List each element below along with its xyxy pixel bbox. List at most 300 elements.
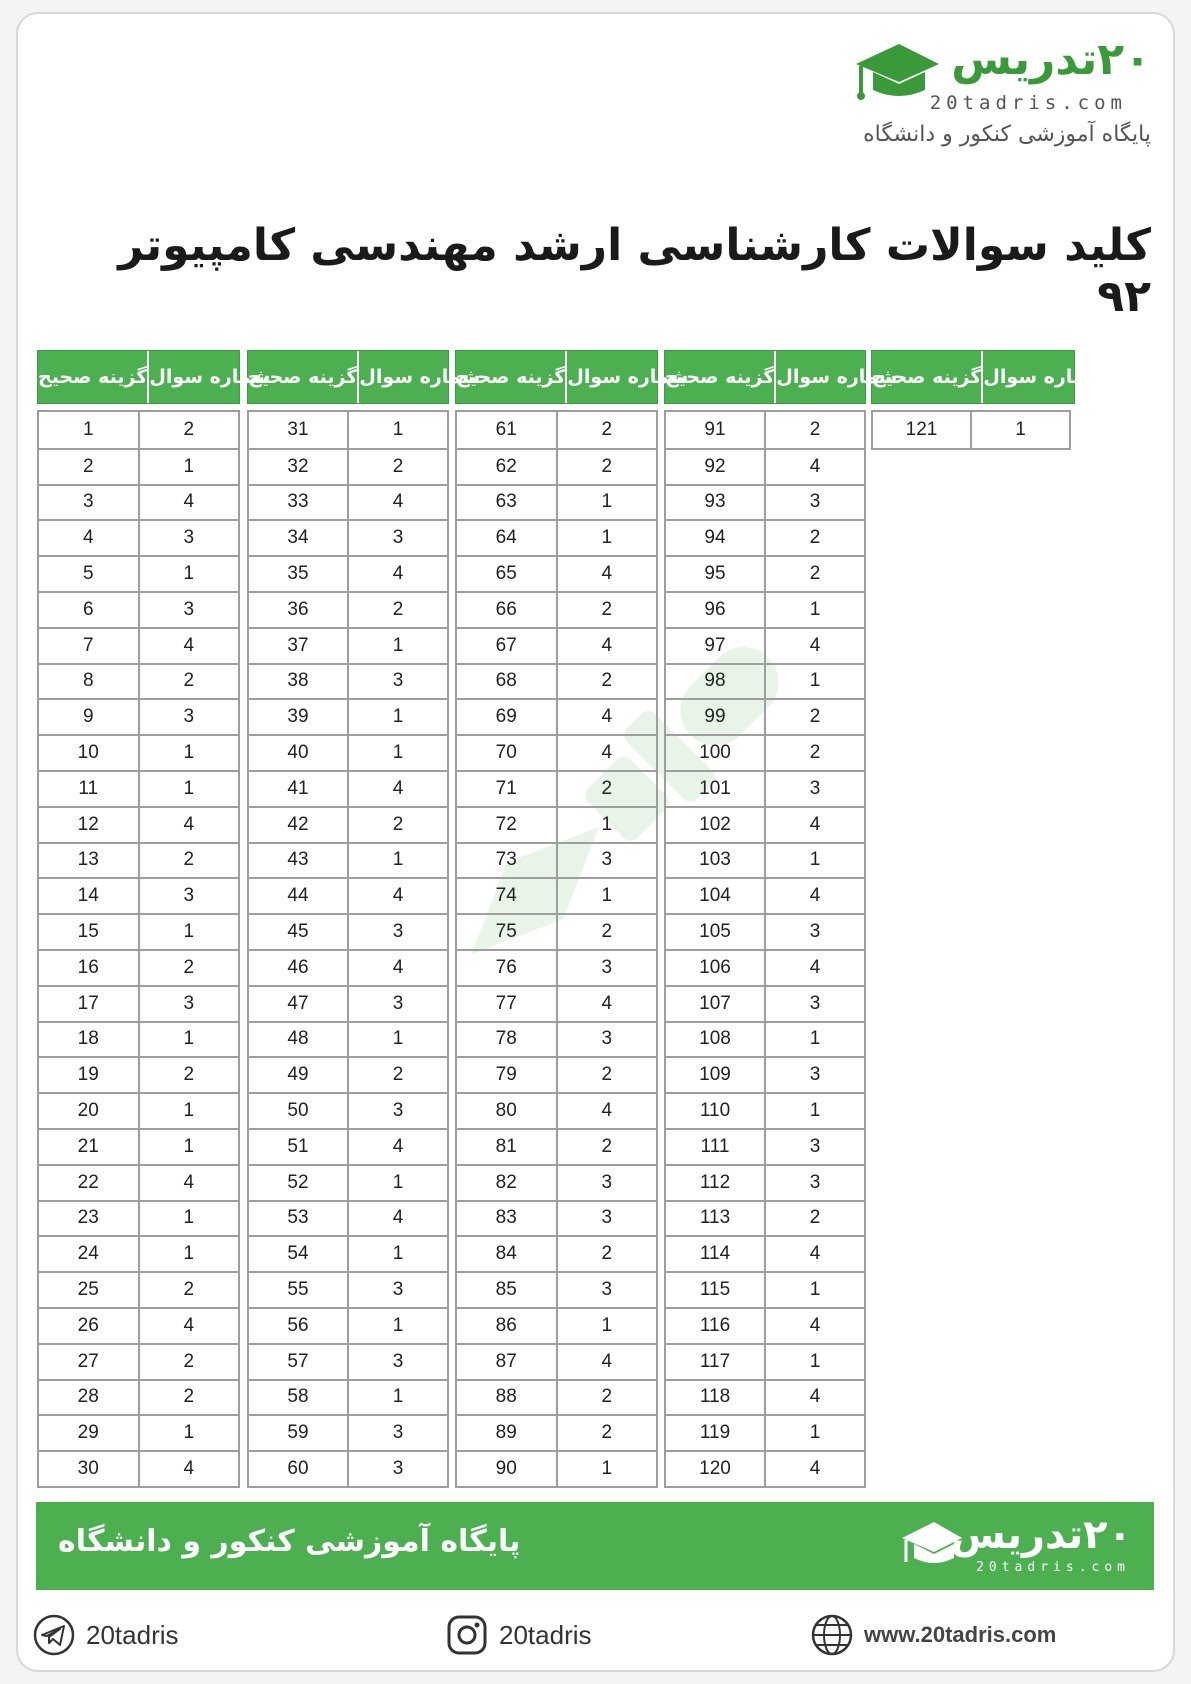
table-row — [457, 448, 656, 484]
correct-option: 3 — [392, 992, 404, 1014]
correct-option: 1 — [809, 1422, 821, 1444]
correct-option: 1 — [809, 1100, 821, 1122]
correct-option: 1 — [183, 777, 195, 799]
correct-option: 2 — [183, 1279, 195, 1301]
correct-option: 4 — [809, 634, 821, 656]
question-number: 102 — [666, 808, 766, 842]
correct-option: 2 — [392, 455, 404, 477]
correct-option: 2 — [183, 1064, 195, 1086]
table-row — [249, 1379, 447, 1415]
correct-option: 4 — [601, 742, 613, 764]
table-row — [666, 1200, 864, 1236]
question-number: 47 — [249, 987, 349, 1021]
question-number: 56 — [249, 1309, 349, 1343]
question-number: 97 — [666, 629, 766, 663]
table-row — [249, 985, 447, 1021]
correct-option: 1 — [183, 1207, 195, 1229]
table-row — [457, 949, 656, 985]
correct-option: 4 — [392, 563, 404, 585]
correct-option: 2 — [183, 1350, 195, 1372]
correct-option: 1 — [392, 849, 404, 871]
correct-option: 4 — [392, 491, 404, 513]
question-number: 68 — [457, 665, 558, 699]
table-row — [457, 985, 656, 1021]
footer-tagline: پایگاه آموزشی کنکور و دانشگاه — [58, 1524, 521, 1559]
question-number: 7 — [39, 629, 140, 663]
correct-option: 1 — [392, 742, 404, 764]
correct-option: 1 — [183, 921, 195, 943]
header-answer: گزینه صحیح — [665, 366, 775, 388]
telegram-link[interactable] — [32, 1610, 179, 1660]
table-row — [39, 555, 238, 591]
brand-tagline: پایگاه آموزشی کنکور و دانشگاه — [863, 122, 1151, 147]
table-row — [666, 1164, 864, 1200]
table-row — [39, 1414, 238, 1450]
question-number: 76 — [457, 951, 558, 985]
table-row — [39, 627, 238, 663]
website-url: www.20tadris.com — [864, 1622, 1057, 1647]
correct-option: 4 — [183, 1314, 195, 1336]
table-row — [249, 1056, 447, 1092]
website-link[interactable] — [810, 1610, 1056, 1660]
question-number: 100 — [666, 736, 766, 770]
header-answer: گزینه صحیح — [872, 366, 982, 388]
correct-option: 2 — [183, 1386, 195, 1408]
question-number: 95 — [666, 557, 766, 591]
correct-option: 4 — [809, 885, 821, 907]
question-number: 66 — [457, 593, 558, 627]
question-number: 118 — [666, 1381, 766, 1415]
question-number: 21 — [39, 1130, 140, 1164]
instagram-link[interactable] — [445, 1610, 592, 1660]
correct-option: 3 — [809, 1135, 821, 1157]
table-row — [39, 949, 238, 985]
question-number: 88 — [457, 1381, 558, 1415]
telegram-handle: 20tadris — [86, 1619, 179, 1650]
question-number: 104 — [666, 879, 766, 913]
correct-option: 1 — [601, 491, 613, 513]
question-number: 79 — [457, 1058, 558, 1092]
question-number: 40 — [249, 736, 349, 770]
question-number: 80 — [457, 1094, 558, 1128]
table-row — [457, 555, 656, 591]
question-number: 57 — [249, 1345, 349, 1379]
question-number: 48 — [249, 1023, 349, 1057]
table-row — [249, 1343, 447, 1379]
question-number: 106 — [666, 951, 766, 985]
question-number: 33 — [249, 486, 349, 520]
table-row — [39, 1450, 238, 1486]
correct-option: 1 — [183, 563, 195, 585]
question-number: 10 — [39, 736, 140, 770]
question-number: 75 — [457, 915, 558, 949]
correct-option: 3 — [809, 777, 821, 799]
table-row — [39, 412, 238, 448]
table-row — [457, 412, 656, 448]
telegram-icon — [32, 1613, 76, 1657]
table-row — [39, 1092, 238, 1128]
table-row — [39, 663, 238, 699]
question-number: 69 — [457, 700, 558, 734]
question-number: 13 — [39, 844, 140, 878]
question-number: 14 — [39, 879, 140, 913]
table-header — [664, 350, 898, 404]
question-number: 65 — [457, 557, 558, 591]
table-row — [249, 555, 447, 591]
question-number: 44 — [249, 879, 349, 913]
question-number: 121 — [873, 412, 972, 448]
correct-option: 3 — [183, 598, 195, 620]
correct-option: 4 — [392, 956, 404, 978]
question-number: 109 — [666, 1058, 766, 1092]
header-question: شماره سوال — [774, 351, 897, 403]
question-number: 62 — [457, 450, 558, 484]
question-number: 70 — [457, 736, 558, 770]
question-number: 37 — [249, 629, 349, 663]
correct-option: 3 — [809, 1171, 821, 1193]
footer-domain: 20tadris.com — [976, 1560, 1130, 1575]
table-row — [39, 1056, 238, 1092]
correct-option: 2 — [809, 563, 821, 585]
table-row — [457, 913, 656, 949]
question-number: 25 — [39, 1273, 140, 1307]
correct-option: 3 — [392, 527, 404, 549]
question-number: 32 — [249, 450, 349, 484]
table-row — [249, 1450, 447, 1486]
table-row — [666, 1379, 864, 1415]
table-row — [457, 627, 656, 663]
correct-option: 2 — [601, 1064, 613, 1086]
correct-option: 4 — [183, 634, 195, 656]
question-number: 11 — [39, 772, 140, 806]
question-number: 61 — [457, 412, 558, 448]
correct-option: 2 — [392, 813, 404, 835]
table-row — [249, 1271, 447, 1307]
table-row — [457, 698, 656, 734]
question-number: 29 — [39, 1416, 140, 1450]
question-number: 114 — [666, 1237, 766, 1271]
brand-wordmark: ۲۰تدریس — [951, 34, 1151, 85]
table-row — [457, 734, 656, 770]
table-row — [457, 1164, 656, 1200]
header-answer: گزینه صحیح — [456, 366, 566, 388]
question-number: 89 — [457, 1416, 558, 1450]
question-number: 99 — [666, 700, 766, 734]
correct-option: 1 — [809, 1279, 821, 1301]
table-row — [39, 1021, 238, 1057]
question-number: 58 — [249, 1381, 349, 1415]
correct-option: 4 — [392, 777, 404, 799]
correct-option: 4 — [601, 992, 613, 1014]
correct-option: 3 — [183, 706, 195, 728]
question-number: 67 — [457, 629, 558, 663]
question-number: 45 — [249, 915, 349, 949]
table-row — [39, 1271, 238, 1307]
table-row — [249, 591, 447, 627]
table-row — [666, 913, 864, 949]
table-row — [39, 877, 238, 913]
table-row — [666, 734, 864, 770]
table-row — [666, 1128, 864, 1164]
correct-option: 3 — [392, 670, 404, 692]
table-row — [457, 1414, 656, 1450]
table-row — [39, 698, 238, 734]
table-row — [666, 1343, 864, 1379]
question-number: 42 — [249, 808, 349, 842]
correct-option: 3 — [601, 1207, 613, 1229]
table-row — [666, 1092, 864, 1128]
table-header — [247, 350, 481, 404]
table-row — [666, 806, 864, 842]
question-number: 55 — [249, 1273, 349, 1307]
table-row — [666, 842, 864, 878]
table-row — [457, 484, 656, 520]
question-number: 59 — [249, 1416, 349, 1450]
question-number: 5 — [39, 557, 140, 591]
question-number: 8 — [39, 665, 140, 699]
correct-option: 1 — [809, 670, 821, 692]
table-row — [39, 1343, 238, 1379]
table-row — [39, 985, 238, 1021]
table-row — [457, 1450, 656, 1486]
correct-option: 4 — [809, 1386, 821, 1408]
globe-icon — [810, 1613, 854, 1657]
question-number: 6 — [39, 593, 140, 627]
question-number: 91 — [666, 412, 766, 448]
correct-option: 2 — [809, 418, 821, 440]
question-number: 81 — [457, 1130, 558, 1164]
question-number: 31 — [249, 412, 349, 448]
correct-option: 1 — [601, 1314, 613, 1336]
table-row — [249, 734, 447, 770]
correct-option: 3 — [809, 921, 821, 943]
correct-option: 1 — [809, 598, 821, 620]
question-number: 112 — [666, 1166, 766, 1200]
table-row — [457, 1307, 656, 1343]
correct-option: 1 — [392, 1171, 404, 1193]
table-row — [666, 484, 864, 520]
table-row — [249, 1414, 447, 1450]
correct-option: 2 — [183, 956, 195, 978]
question-number: 116 — [666, 1309, 766, 1343]
table-row — [457, 1235, 656, 1271]
correct-option: 4 — [809, 1314, 821, 1336]
table-row — [249, 448, 447, 484]
header-answer: گزینه صحیح — [248, 366, 358, 388]
table-row — [666, 663, 864, 699]
table-row — [666, 698, 864, 734]
correct-option: 1 — [183, 1028, 195, 1050]
question-number: 43 — [249, 844, 349, 878]
table-row — [39, 519, 238, 555]
table-row — [457, 806, 656, 842]
question-number: 52 — [249, 1166, 349, 1200]
correct-option: 1 — [183, 742, 195, 764]
correct-option: 1 — [809, 849, 821, 871]
correct-option: 2 — [601, 921, 613, 943]
correct-option: 1 — [392, 1314, 404, 1336]
correct-option: 1 — [183, 1422, 195, 1444]
table-row — [457, 1379, 656, 1415]
correct-option: 4 — [809, 1458, 821, 1479]
question-number: 22 — [39, 1166, 140, 1200]
correct-option: 4 — [183, 813, 195, 835]
table-row — [39, 484, 238, 520]
question-number: 16 — [39, 951, 140, 985]
correct-option: 2 — [601, 1386, 613, 1408]
table-row — [249, 1021, 447, 1057]
correct-option: 1 — [183, 1243, 195, 1265]
header-question: شماره سوال — [981, 351, 1104, 403]
table-row — [249, 1128, 447, 1164]
table-row — [39, 1307, 238, 1343]
table-row — [666, 1021, 864, 1057]
table-row — [457, 1021, 656, 1057]
question-number: 72 — [457, 808, 558, 842]
table-row — [666, 627, 864, 663]
correct-option: 2 — [601, 670, 613, 692]
table-row — [666, 1450, 864, 1486]
table-row — [39, 1128, 238, 1164]
table-row — [39, 806, 238, 842]
question-number: 26 — [39, 1309, 140, 1343]
question-number: 20 — [39, 1094, 140, 1128]
table-row — [39, 591, 238, 627]
question-number: 82 — [457, 1166, 558, 1200]
question-number: 87 — [457, 1345, 558, 1379]
table-row — [666, 555, 864, 591]
correct-option: 3 — [809, 491, 821, 513]
table-row — [666, 1271, 864, 1307]
correct-option: 3 — [392, 1100, 404, 1122]
table-row — [666, 770, 864, 806]
correct-option: 4 — [809, 1243, 821, 1265]
correct-option: 4 — [183, 491, 195, 513]
table-row — [666, 412, 864, 448]
question-number: 93 — [666, 486, 766, 520]
footer-band — [36, 1502, 1154, 1590]
table-row — [457, 770, 656, 806]
question-number: 4 — [39, 521, 140, 555]
correct-option: 1 — [1015, 418, 1026, 440]
header-answer: گزینه صحیح — [38, 366, 148, 388]
header-question: شماره سوال — [565, 351, 688, 403]
header-question: شماره سوال — [357, 351, 480, 403]
table-row — [666, 1414, 864, 1450]
question-number: 63 — [457, 486, 558, 520]
question-number: 86 — [457, 1309, 558, 1343]
question-number: 50 — [249, 1094, 349, 1128]
correct-option: 4 — [183, 1171, 195, 1193]
brand-logo[interactable] — [851, 28, 1151, 148]
correct-option: 4 — [809, 813, 821, 835]
table-row — [39, 1164, 238, 1200]
correct-option: 2 — [601, 418, 613, 440]
question-number: 27 — [39, 1345, 140, 1379]
table-row — [457, 1128, 656, 1164]
correct-option: 2 — [809, 706, 821, 728]
correct-option: 2 — [601, 455, 613, 477]
question-number: 108 — [666, 1023, 766, 1057]
question-number: 60 — [249, 1452, 349, 1486]
question-number: 117 — [666, 1345, 766, 1379]
correct-option: 1 — [809, 1028, 821, 1050]
correct-option: 3 — [392, 1350, 404, 1372]
question-number: 120 — [666, 1452, 766, 1486]
question-number: 2 — [39, 450, 140, 484]
table-row — [249, 949, 447, 985]
correct-option: 4 — [809, 455, 821, 477]
correct-option: 4 — [183, 1458, 195, 1479]
question-number: 30 — [39, 1452, 140, 1486]
table-row — [666, 448, 864, 484]
table-row — [249, 1307, 447, 1343]
correct-option: 1 — [392, 1028, 404, 1050]
correct-option: 3 — [392, 1458, 404, 1479]
table-row — [666, 1235, 864, 1271]
correct-option: 1 — [601, 885, 613, 907]
table-row — [666, 591, 864, 627]
question-number: 54 — [249, 1237, 349, 1271]
correct-option: 1 — [183, 455, 195, 477]
table-row — [39, 448, 238, 484]
correct-option: 2 — [601, 1422, 613, 1444]
table-row — [39, 734, 238, 770]
question-number: 64 — [457, 521, 558, 555]
question-number: 34 — [249, 521, 349, 555]
question-number: 105 — [666, 915, 766, 949]
correct-option: 3 — [392, 1279, 404, 1301]
table-row — [249, 1200, 447, 1236]
correct-option: 1 — [392, 418, 404, 440]
table-row — [249, 698, 447, 734]
question-number: 113 — [666, 1202, 766, 1236]
table-row — [249, 877, 447, 913]
table-row — [457, 842, 656, 878]
answer-table-2 — [247, 350, 481, 1488]
table-row — [457, 877, 656, 913]
question-number: 53 — [249, 1202, 349, 1236]
correct-option: 2 — [809, 527, 821, 549]
question-number: 71 — [457, 772, 558, 806]
question-number: 74 — [457, 879, 558, 913]
table-row — [666, 877, 864, 913]
correct-option: 1 — [392, 1243, 404, 1265]
correct-option: 2 — [601, 1135, 613, 1157]
correct-option: 3 — [601, 849, 613, 871]
question-number: 90 — [457, 1452, 558, 1486]
table-row — [39, 842, 238, 878]
table-row — [457, 591, 656, 627]
table-row — [249, 842, 447, 878]
correct-option: 4 — [601, 634, 613, 656]
table-row — [249, 1092, 447, 1128]
table-row — [457, 663, 656, 699]
answer-table-5 — [871, 350, 1105, 450]
correct-option: 1 — [392, 1386, 404, 1408]
correct-option: 2 — [601, 598, 613, 620]
question-number: 36 — [249, 593, 349, 627]
table-row — [39, 1379, 238, 1415]
correct-option: 2 — [392, 598, 404, 620]
correct-option: 3 — [183, 527, 195, 549]
question-number: 77 — [457, 987, 558, 1021]
footer-wordmark: ۲۰تدریس — [950, 1512, 1132, 1558]
table-row — [249, 1164, 447, 1200]
question-number: 3 — [39, 486, 140, 520]
correct-option: 3 — [601, 1171, 613, 1193]
correct-option: 1 — [392, 634, 404, 656]
